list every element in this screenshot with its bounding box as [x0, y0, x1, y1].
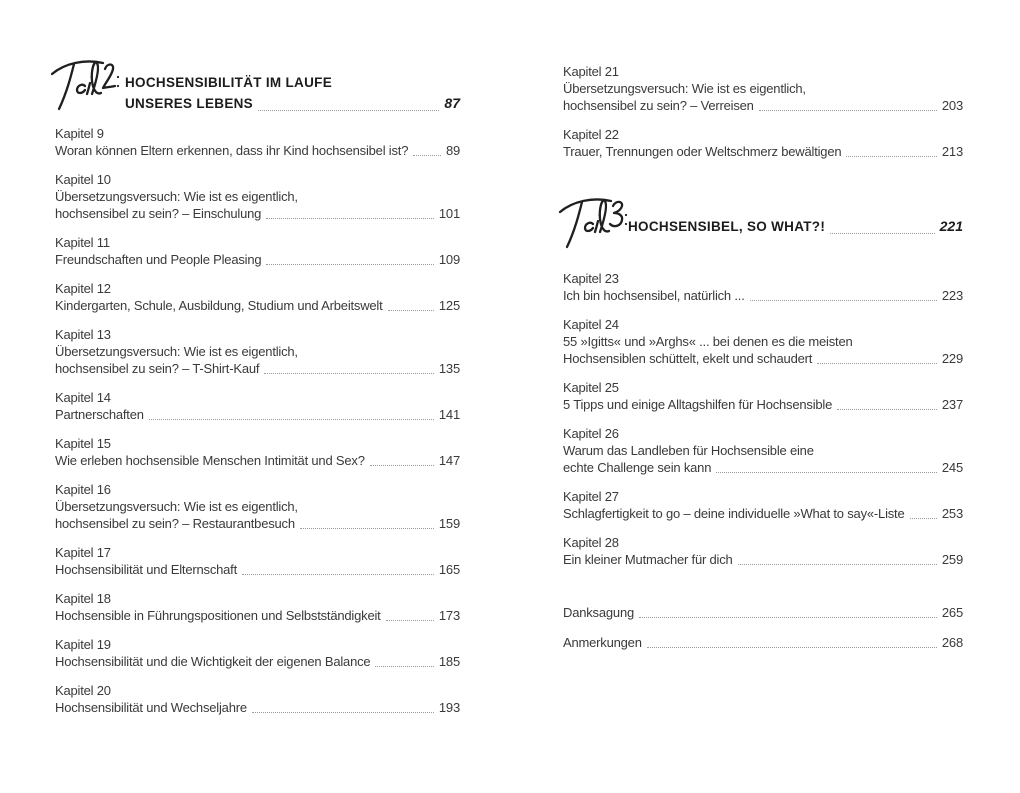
chapter-title: Hochsensibilität und Elternschaft [55, 562, 238, 577]
chapter-label: Kapitel 25 [563, 380, 619, 395]
part-3-title-row [628, 216, 963, 237]
toc-entry [55, 326, 460, 377]
chapter-title-line: Übersetzungsversuch: Wie ist es eigentlich, [563, 81, 806, 96]
chapter-page-number: 101 [438, 206, 460, 221]
dotted-leader [386, 620, 434, 621]
toc-entry [55, 636, 460, 670]
chapter-title-line: Warum das Landleben für Hochsensible eine [563, 443, 814, 458]
dotted-leader [830, 233, 934, 234]
chapter-title: echte Challenge sein kann [563, 460, 712, 475]
chapter-title-row [55, 205, 460, 222]
dotted-leader [817, 363, 937, 364]
dotted-leader [375, 666, 433, 667]
toc-right-top-entries [563, 63, 963, 160]
dotted-leader [242, 574, 434, 575]
chapter-label: Kapitel 11 [55, 235, 110, 250]
toc-entry [55, 682, 460, 716]
part-2-title-row [125, 93, 460, 114]
chapter-title-row [563, 396, 963, 413]
part-3-heading [563, 196, 963, 237]
chapter-title: Hochsensible in Führungspositionen und Selbstständigkeit [55, 608, 381, 623]
chapter-title: Schlagfertigkeit to go – deine individuelle »What to say«-Liste [563, 506, 905, 521]
chapter-page-number: 89 [445, 143, 460, 158]
toc-entry [55, 280, 460, 314]
dotted-leader [370, 465, 434, 466]
teil-3-script-icon [557, 194, 629, 252]
chapter-title: Ich bin hochsensibel, natürlich ... [563, 288, 745, 303]
chapter-title: Trauer, Trennungen oder Weltschmerz bewältigen [563, 144, 842, 159]
chapter-title: hochsensibel zu sein? – Einschulung [55, 206, 262, 221]
chapter-title-row [55, 607, 460, 624]
dotted-leader [413, 155, 441, 156]
toc-entry [55, 590, 460, 624]
dotted-leader [639, 617, 937, 618]
chapter-label: Kapitel 23 [563, 271, 619, 286]
chapter-title: Hochsensiblen schüttelt, ekelt und schaudert [563, 351, 813, 366]
chapter-title: Wie erleben hochsensible Menschen Intimität und Sex? [55, 453, 365, 468]
chapter-title-line: 55 »Igitts« und »Arghs« ... bei denen es die meisten [563, 334, 853, 349]
chapter-page-number: 213 [941, 144, 963, 159]
backmatter-row [563, 634, 963, 651]
backmatter-title: Anmerkungen [563, 635, 642, 650]
toc-entry [563, 316, 963, 367]
chapter-page-number: 159 [438, 516, 460, 531]
chapter-title-row [55, 699, 460, 716]
chapter-label: Kapitel 20 [55, 683, 111, 698]
chapter-page-number: 109 [438, 252, 460, 267]
chapter-title-row [55, 142, 460, 159]
chapter-title-row [563, 551, 963, 568]
toc-right-column [563, 58, 963, 651]
toc-backmatter [563, 604, 963, 651]
toc-left-entries [55, 125, 460, 716]
chapter-page-number: 135 [438, 361, 460, 376]
toc-entry [55, 544, 460, 578]
teil-2-script-icon [49, 56, 121, 114]
part-2-title-line-2: UNSERES LEBENS [125, 96, 253, 111]
chapter-label: Kapitel 27 [563, 489, 619, 504]
chapter-title-line: Übersetzungsversuch: Wie ist es eigentlich, [55, 344, 298, 359]
chapter-label: Kapitel 16 [55, 482, 111, 497]
chapter-label: Kapitel 22 [563, 127, 619, 142]
chapter-title-row [55, 406, 460, 423]
chapter-page-number: 125 [438, 298, 460, 313]
chapter-title-row [55, 561, 460, 578]
chapter-title: Hochsensibilität und Wechseljahre [55, 700, 247, 715]
part-2-page-number: 87 [444, 95, 460, 111]
chapter-title-row [563, 459, 963, 476]
dotted-leader [716, 472, 937, 473]
chapter-title-row [55, 360, 460, 377]
toc-right-entries [563, 270, 963, 568]
chapter-label: Kapitel 19 [55, 637, 111, 652]
chapter-title-row [55, 297, 460, 314]
dotted-leader [252, 712, 434, 713]
backmatter-page-number: 268 [941, 635, 963, 650]
chapter-title: 5 Tipps und einige Alltagshilfen für Hochsensible [563, 397, 833, 412]
toc-entry [55, 481, 460, 532]
chapter-title-line: Übersetzungsversuch: Wie ist es eigentlich, [55, 499, 298, 514]
chapter-label: Kapitel 26 [563, 426, 619, 441]
chapter-page-number: 193 [438, 700, 460, 715]
chapter-title: Hochsensibilität und die Wichtigkeit der eigenen Balance [55, 654, 371, 669]
dotted-leader [300, 528, 434, 529]
toc-entry [55, 389, 460, 423]
toc-entry [563, 270, 963, 304]
dotted-leader [647, 647, 937, 648]
backmatter-row [563, 604, 963, 621]
dotted-leader [846, 156, 937, 157]
part-2-heading [55, 58, 460, 114]
chapter-title-row [563, 350, 963, 367]
chapter-title: Ein kleiner Mutmacher für dich [563, 552, 733, 567]
chapter-page-number: 203 [941, 98, 963, 113]
chapter-title-row [55, 653, 460, 670]
toc-left-column [55, 58, 460, 716]
chapter-title: hochsensibel zu sein? – Restaurantbesuch [55, 516, 295, 531]
chapter-label: Kapitel 28 [563, 535, 619, 550]
toc-entry [563, 488, 963, 522]
chapter-page-number: 141 [438, 407, 460, 422]
dotted-leader [266, 264, 434, 265]
dotted-leader [388, 310, 434, 311]
chapter-title-row [563, 287, 963, 304]
toc-entry [55, 234, 460, 268]
chapter-label: Kapitel 13 [55, 327, 111, 342]
chapter-label: Kapitel 14 [55, 390, 111, 405]
part-2-title [125, 58, 460, 114]
chapter-label: Kapitel 12 [55, 281, 111, 296]
backmatter-page-number: 265 [941, 605, 963, 620]
chapter-label: Kapitel 21 [563, 64, 619, 79]
chapter-page-number: 185 [438, 654, 460, 669]
toc-entry [55, 171, 460, 222]
chapter-title: hochsensibel zu sein? – Verreisen [563, 98, 754, 113]
chapter-label: Kapitel 9 [55, 126, 104, 141]
chapter-title-row [563, 97, 963, 114]
chapter-page-number: 173 [438, 608, 460, 623]
chapter-title-row [55, 251, 460, 268]
chapter-label: Kapitel 17 [55, 545, 111, 560]
chapter-title: Partnerschaften [55, 407, 144, 422]
toc-entry [55, 125, 460, 159]
dotted-leader [750, 300, 937, 301]
chapter-title-row [563, 143, 963, 160]
toc-entry [563, 379, 963, 413]
toc-entry [563, 126, 963, 160]
chapter-title-line: Übersetzungsversuch: Wie ist es eigentlich, [55, 189, 298, 204]
dotted-leader [258, 110, 439, 111]
chapter-title-row [55, 515, 460, 532]
dotted-leader [266, 218, 434, 219]
backmatter-title: Danksagung [563, 605, 634, 620]
part-3-title [628, 196, 963, 237]
part-3-page-number: 221 [939, 218, 963, 234]
chapter-page-number: 223 [941, 288, 963, 303]
chapter-label: Kapitel 18 [55, 591, 111, 606]
part-3-title-line-1: HOCHSENSIBEL, SO WHAT?! [628, 219, 826, 234]
dotted-leader [910, 518, 937, 519]
chapter-label: Kapitel 24 [563, 317, 619, 332]
chapter-page-number: 259 [941, 552, 963, 567]
dotted-leader [738, 564, 937, 565]
chapter-title-row [563, 505, 963, 522]
chapter-title: Freundschaften und People Pleasing [55, 252, 262, 267]
dotted-leader [264, 373, 434, 374]
chapter-title: Kindergarten, Schule, Ausbildung, Studium und Arbeitswelt [55, 298, 383, 313]
chapter-page-number: 147 [438, 453, 460, 468]
toc-entry [563, 63, 963, 114]
chapter-page-number: 245 [941, 460, 963, 475]
chapter-title: hochsensibel zu sein? – T-Shirt-Kauf [55, 361, 260, 376]
dotted-leader [759, 110, 937, 111]
chapter-page-number: 229 [941, 351, 963, 366]
chapter-title-row [55, 452, 460, 469]
chapter-page-number: 253 [941, 506, 963, 521]
toc-entry [55, 435, 460, 469]
dotted-leader [149, 419, 434, 420]
chapter-title: Woran können Eltern erkennen, dass ihr Kind hochsensibel ist? [55, 143, 409, 158]
chapter-label: Kapitel 15 [55, 436, 111, 451]
dotted-leader [837, 409, 937, 410]
chapter-label: Kapitel 10 [55, 172, 111, 187]
chapter-page-number: 237 [941, 397, 963, 412]
part-2-title-line-1: HOCHSENSIBILITÄT IM LAUFE [125, 75, 332, 90]
chapter-page-number: 165 [438, 562, 460, 577]
toc-entry [563, 425, 963, 476]
toc-entry [563, 534, 963, 568]
